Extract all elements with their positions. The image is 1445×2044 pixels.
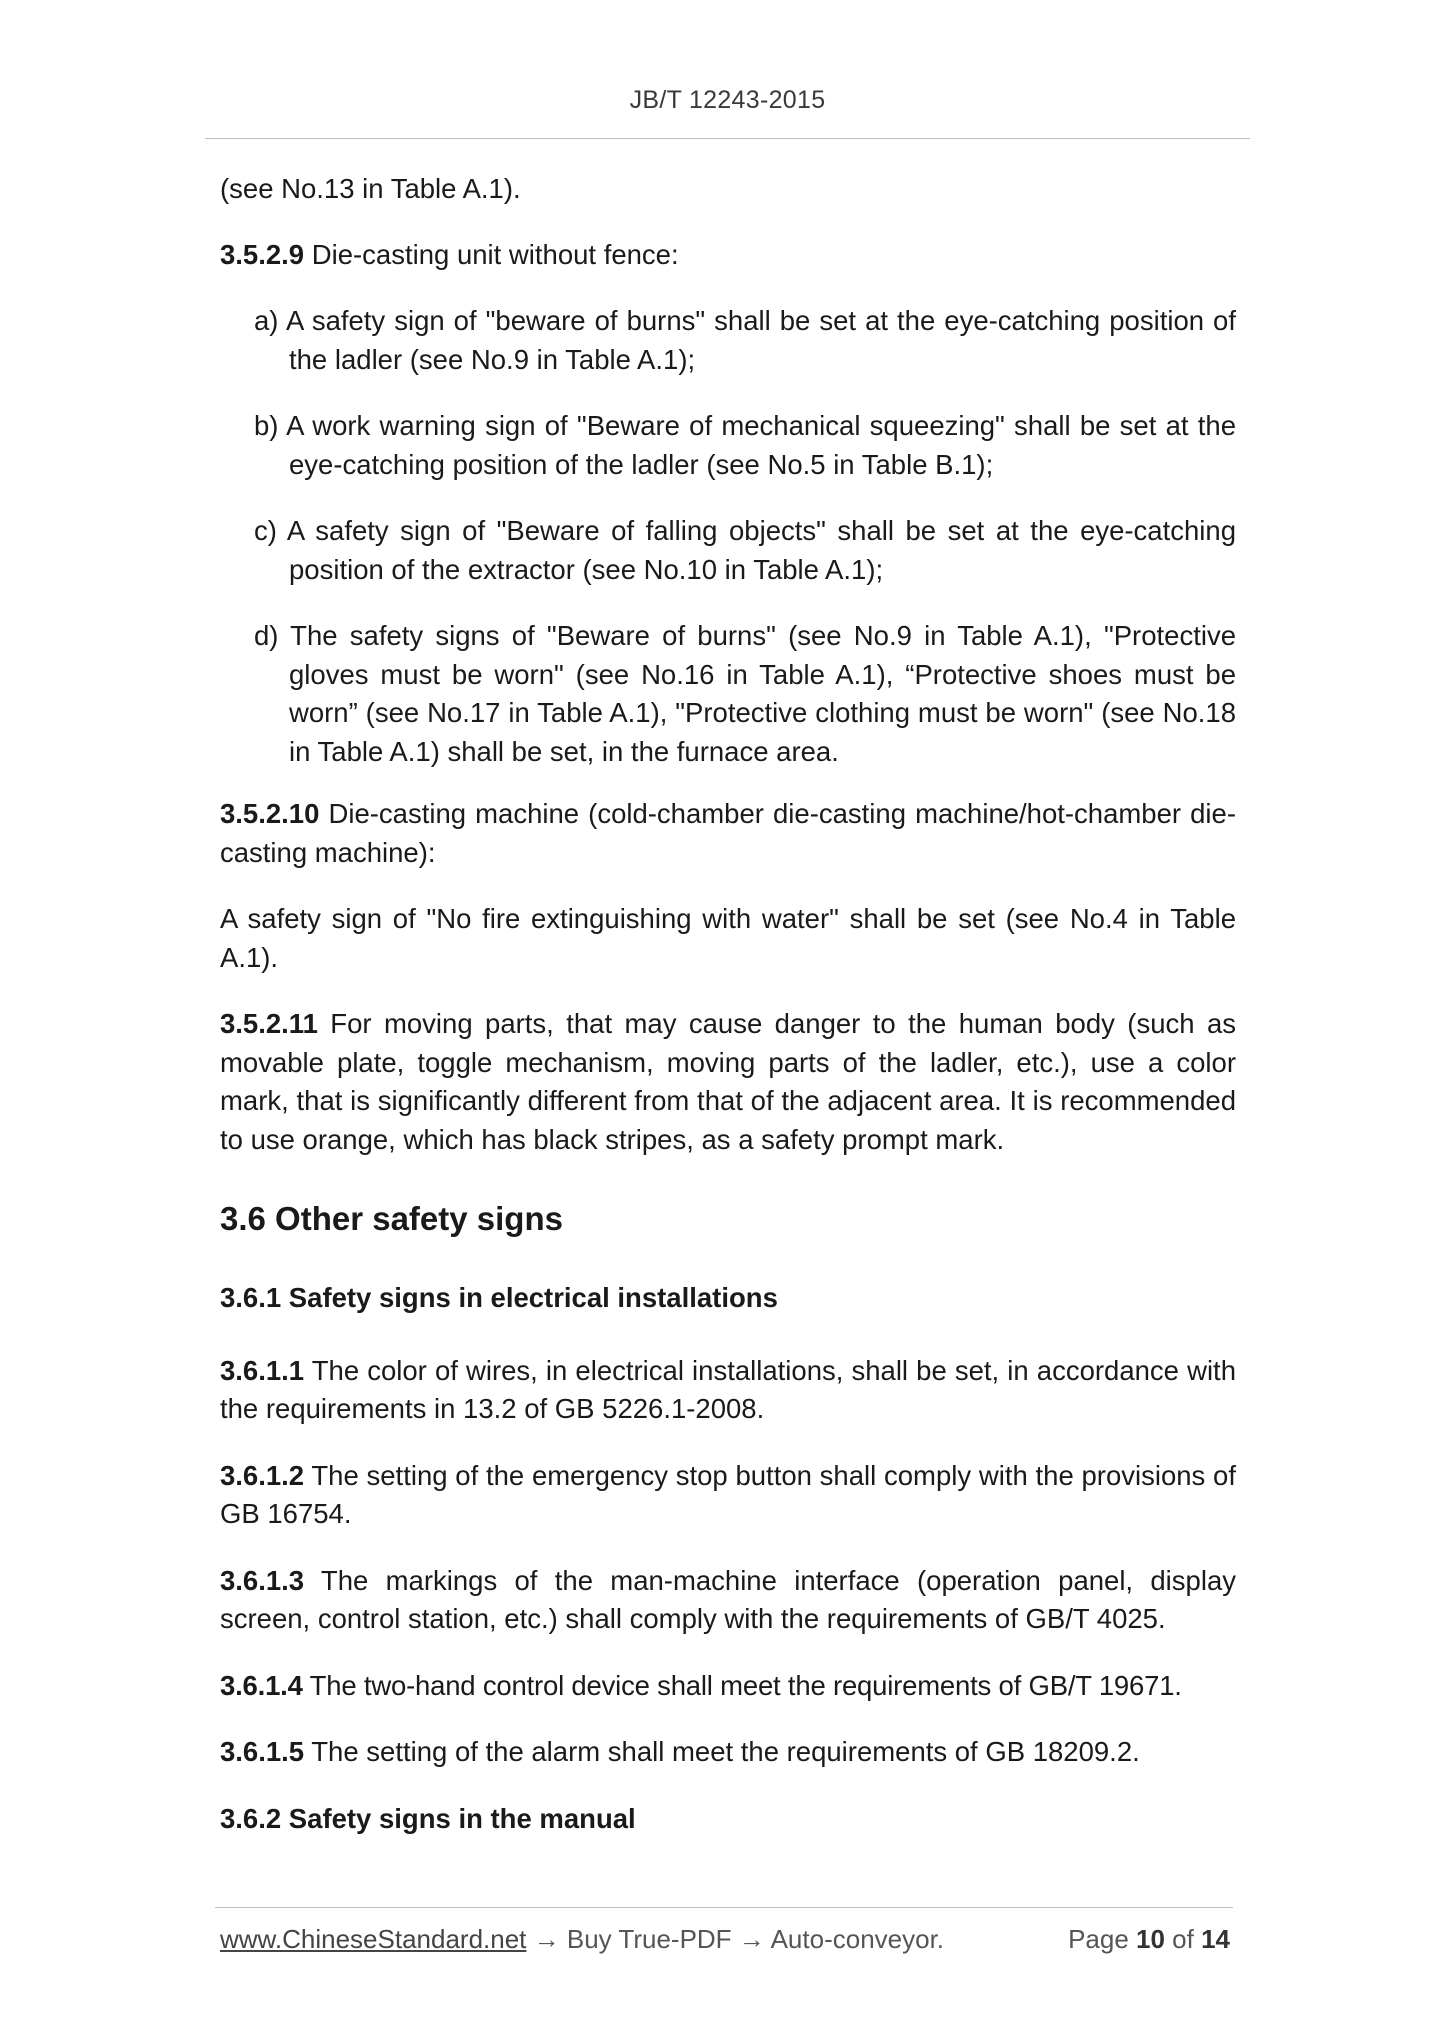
clause-text: The color of wires, in electrical installations, shall be set, in accordance with the requirements in 13.2 of GB 5226.1-2008. [220, 1354, 1236, 1424]
subsection-heading-3-6-2: 3.6.2 Safety signs in the manual [220, 1802, 636, 1834]
section-heading-3-6: 3.6 Other safety signs [220, 1200, 563, 1237]
auto-conveyor-text: Auto-conveyor. [770, 1924, 945, 1954]
clause-3-6-1-1 [220, 1352, 1236, 1429]
clause-text: Die-casting machine (cold-chamber die-casting machine/hot-chamber die-casting machine): [220, 798, 1236, 868]
page-content [220, 170, 1236, 1872]
clause-3-5-2-10 [220, 795, 1236, 872]
clause-3-6-1-2 [220, 1457, 1236, 1534]
clause-number: 3.5.2.9 [220, 238, 305, 270]
clause-3-5-2-10-followup: A safety sign of "No fire extinguishing with water" shall be set (see No.4 in Table A.1). [220, 903, 1236, 973]
list-item-c: c) A safety sign of "Beware of falling objects" shall be set at the eye-catching position of the extractor (see No.10 in Table A.1); [254, 515, 1236, 585]
clause-text: The two-hand control device shall meet the requirements of GB/T 19671. [302, 1669, 1182, 1701]
clause-3-5-2-9 [220, 236, 1236, 275]
subsection-heading-3-6-1: 3.6.1 Safety signs in electrical installations [220, 1282, 778, 1313]
page-indicator [1068, 1924, 1230, 1955]
page-total: 14 [1201, 1924, 1230, 1954]
clause-number: 3.6.1.5 [220, 1736, 305, 1767]
document-header: JB/T 12243-2015 [629, 86, 826, 114]
clause-number: 3.6.1.3 [220, 1564, 305, 1596]
clause-number: 3.6.1.4 [220, 1669, 303, 1701]
of-label: of [1164, 1924, 1202, 1954]
clause-number: 3.6.1.1 [220, 1354, 305, 1386]
website-link[interactable]: www.ChineseStandard.net [220, 1924, 527, 1954]
footer-divider [215, 1907, 1233, 1908]
arrow-right-icon: → [731, 1924, 771, 1954]
clause-text: For moving parts, that may cause danger to the human body (such as movable plate, toggle mechanism, moving parts of the ladler, etc.), use a color mark, that is significantly different from that of the adjacent area. It is recommended to use orange, which has black stripes, as a safety prompt mark. [220, 1008, 1236, 1155]
clause-number: 3.6.1.2 [220, 1459, 305, 1491]
buy-pdf-text: Buy True-PDF [566, 1924, 732, 1954]
footer-links [220, 1924, 944, 1955]
clause-3-6-1-3 [220, 1562, 1236, 1639]
clause-3-6-1-5 [220, 1733, 1236, 1772]
header-divider [205, 138, 1250, 139]
clause-text: The markings of the man-machine interface (operation panel, display screen, control station, etc.) shall comply with the requirements of GB/T 4025. [220, 1564, 1236, 1634]
clause-text: Die-casting unit without fence: [304, 238, 679, 270]
clause-number: 3.5.2.10 [220, 798, 320, 829]
list-item-d: d) The safety signs of "Beware of burns" (see No.9 in Table A.1), "Protective gloves must be worn" (see No.16 in Table A.1), “Protective shoes must be worn” (see No.17 in Table A.1), "Protective clothing must be worn" (see No.18 in Table A.1) shall be set, in the furnace area. [254, 620, 1236, 767]
clause-text: The setting of the alarm shall meet the requirements of GB 18209.2. [304, 1736, 1140, 1767]
clause-text: The setting of the emergency stop button shall comply with the provisions of GB 16754. [220, 1459, 1236, 1529]
intro-text: (see No.13 in Table A.1). [220, 173, 521, 204]
clause-3-6-1-4 [220, 1667, 1236, 1706]
clause-number: 3.5.2.11 [220, 1008, 318, 1039]
page-label: Page [1068, 1924, 1137, 1954]
page-number: 10 [1136, 1924, 1165, 1954]
list-item-a: a) A safety sign of "beware of burns" shall be set at the eye-catching position of the ladler (see No.9 in Table A.1); [254, 305, 1236, 375]
list-item-b: b) A work warning sign of "Beware of mechanical squeezing" shall be set at the eye-catching position of the ladler (see No.5 in Table B.1); [254, 410, 1236, 480]
clause-3-5-2-11 [220, 1005, 1236, 1159]
arrow-right-icon: → [526, 1924, 567, 1954]
